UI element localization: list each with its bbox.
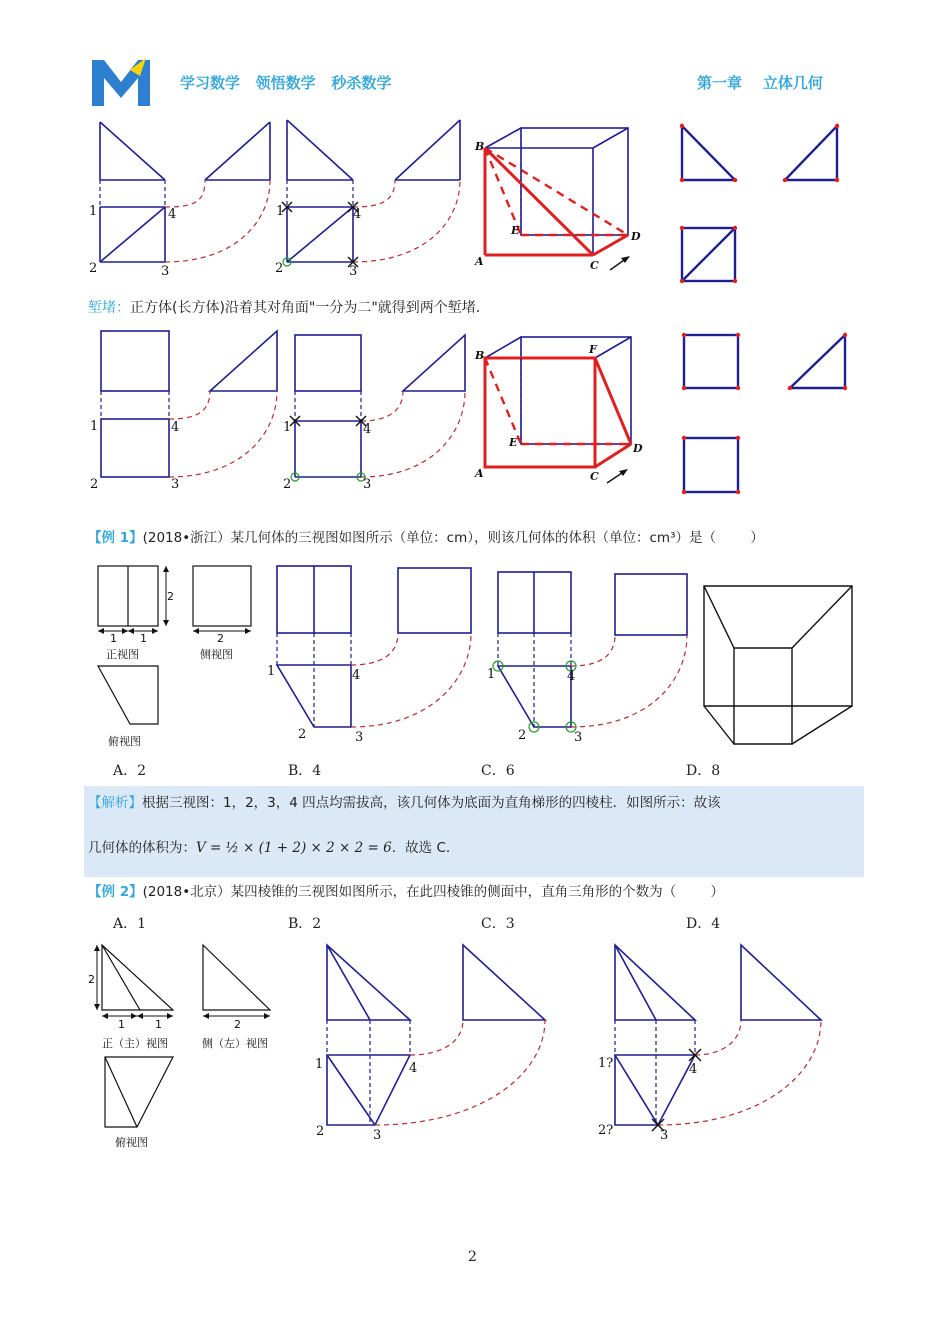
cube-label-A: A	[475, 255, 484, 268]
cube2-label-E: E	[509, 436, 518, 449]
ex2-side-label: 侧（左）视图	[202, 1037, 268, 1050]
ex1b-label-2: 2	[298, 727, 307, 742]
ex2-dim-1a: 1	[118, 1018, 125, 1031]
ex2c-label-3: 3	[660, 1128, 669, 1143]
ex1-option-b[interactable]: B．4	[288, 763, 322, 779]
ex2c-label-2q: 2?	[598, 1123, 614, 1138]
example2-text: (2018•北京）某四棱锥的三视图如图所示，在此四棱锥的侧面中，直角三角形的个数为（ ）	[142, 884, 725, 900]
label-3c: 3	[171, 477, 180, 492]
ex2c-label-1q: 1?	[598, 1056, 614, 1071]
ex2c-label-4: 4	[689, 1062, 698, 1077]
ex1c-label-2: 2	[518, 728, 527, 743]
ex1-option-d[interactable]: D．8	[686, 763, 721, 779]
ex1-side-label: 侧视图	[200, 648, 233, 661]
solution-pre: 几何体的体积为：	[88, 840, 196, 856]
ex1c-label-4: 4	[567, 669, 576, 684]
example1-figure	[90, 560, 870, 755]
label-4d: 4	[363, 422, 372, 437]
cube2-label-A: A	[475, 467, 484, 480]
label-4: 4	[168, 207, 177, 222]
ex1b-label-4: 4	[352, 668, 361, 683]
example1-question	[88, 526, 878, 546]
cube-label-C: C	[590, 259, 599, 272]
cube2-label-F: F	[589, 343, 597, 356]
example2-question	[88, 880, 878, 900]
ex2b-label-2: 2	[316, 1124, 325, 1139]
label-1c: 1	[90, 419, 99, 434]
ex1-front-label: 正视图	[106, 648, 139, 661]
ex2-dim-1b: 1	[155, 1018, 162, 1031]
label-3d: 3	[363, 477, 372, 492]
ex1-option-a[interactable]: A．2	[113, 763, 147, 779]
ex2-option-b[interactable]: B．2	[288, 916, 322, 932]
cube2-label-C: C	[590, 470, 599, 483]
label-2c: 2	[90, 477, 99, 492]
cube-label-D: D	[631, 230, 641, 243]
ex1-option-c[interactable]: C．6	[481, 763, 515, 779]
ex2b-label-1: 1	[315, 1057, 324, 1072]
ex1c-label-1: 1	[487, 667, 496, 682]
ex2-option-c[interactable]: C．3	[481, 916, 515, 932]
cube2-label-D: D	[633, 442, 643, 455]
label-4c: 4	[171, 420, 180, 435]
label-2: 2	[89, 261, 98, 276]
ex2-dim-side: 2	[234, 1018, 241, 1031]
definition-text: 正方体(长方体)沿着其对角面"一分为二"就得到两个堑堵.	[130, 300, 481, 316]
label-3b: 3	[349, 264, 358, 279]
label-4b: 4	[353, 207, 362, 222]
example2-figure	[80, 935, 860, 1155]
definition-line	[88, 297, 480, 317]
ex1-dim-1b: 1	[140, 632, 147, 645]
example1-text: (2018•浙江）某几何体的三视图如图所示（单位：cm），则该几何体的体积（单位：cm³）是（ ）	[142, 530, 764, 546]
label-2d: 2	[283, 477, 292, 492]
ex1-dim-side: 2	[217, 632, 224, 645]
ex2-option-a[interactable]: A．1	[113, 916, 147, 932]
solution-line-1	[88, 791, 721, 811]
ex2b-label-3: 3	[373, 1128, 382, 1143]
definition-term: 堑堵：	[88, 300, 130, 316]
solution-formula: V = ½ × (1 + 2) × 2 × 2 = 6	[196, 840, 392, 856]
ex2-top-label: 俯视图	[115, 1136, 148, 1149]
solution-post: ．故选 C.	[391, 840, 451, 856]
example2-tag: 【例 2】	[88, 884, 143, 900]
cube-label-B: B	[475, 140, 485, 153]
cube2-label-B: B	[475, 349, 485, 362]
solution-text-1: 根据三视图：1，2，3，4 四点均需拔高，该几何体为底面为直角梯形的四棱柱．如图所示：故该	[142, 795, 721, 811]
label-3: 3	[161, 264, 170, 279]
figure-row-1	[85, 112, 865, 292]
chapter-title: 第一章 立体几何	[697, 74, 823, 92]
ex1c-label-3: 3	[574, 730, 583, 745]
ex2-front-label: 正（主）视图	[102, 1037, 168, 1050]
ex1-top-label: 俯视图	[108, 735, 141, 748]
solution-tag: 【解析】	[88, 795, 142, 811]
ex1-dim-1a: 1	[110, 632, 117, 645]
ex1b-label-1: 1	[267, 664, 276, 679]
solution-line-2	[88, 836, 450, 856]
label-1d: 1	[283, 420, 292, 435]
ex1-dim-height: 2	[167, 590, 174, 603]
label-2b: 2	[275, 261, 284, 276]
logo	[90, 56, 152, 108]
label-1: 1	[89, 204, 98, 219]
cube-label-E: E	[511, 224, 520, 237]
ex2b-label-4: 4	[409, 1061, 418, 1076]
page-number: 2	[468, 1249, 477, 1265]
ex2-dim-height: 2	[88, 973, 95, 986]
ex2-option-d[interactable]: D．4	[686, 916, 721, 932]
label-1b: 1	[276, 204, 285, 219]
figure-row-2	[85, 325, 865, 505]
header-slogan: 学习数学 领悟数学 秒杀数学	[180, 74, 392, 92]
example1-tag: 【例 1】	[88, 530, 143, 546]
ex1b-label-3: 3	[355, 730, 364, 745]
